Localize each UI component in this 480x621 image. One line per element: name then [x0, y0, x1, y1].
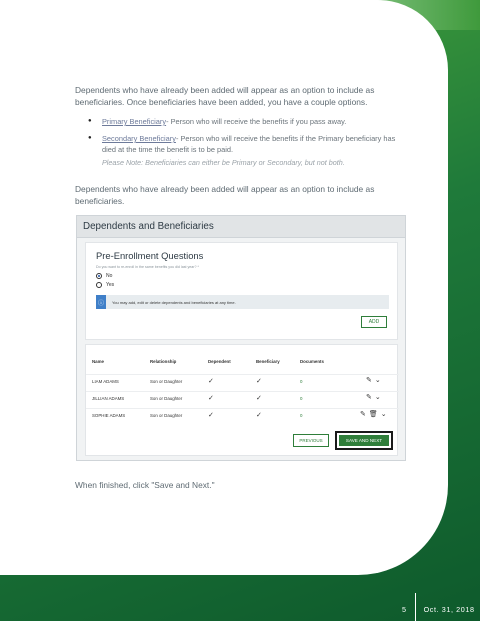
table-header — [86, 355, 399, 369]
dependent-check-icon: ✓ — [208, 378, 214, 385]
bullet-secondary — [88, 133, 408, 155]
chevron-down-icon[interactable]: ⌄ — [374, 377, 381, 384]
previous-button[interactable]: PREVIOUS — [293, 434, 329, 447]
info-icon: ⓘ — [96, 295, 106, 309]
dependents-table — [85, 344, 398, 456]
documents-count[interactable]: 0 — [300, 379, 303, 384]
enrollment-screenshot — [76, 215, 406, 461]
radio-no[interactable] — [96, 273, 112, 279]
intro-paragraph-2: Dependents who have already been added will appear as an option to include as beneficiaries. — [75, 184, 375, 206]
row-actions — [366, 376, 381, 384]
col-name: Name — [92, 359, 104, 364]
page-footer — [402, 593, 475, 621]
row-actions — [366, 393, 381, 401]
radio-no-dot[interactable] — [96, 273, 102, 279]
edit-pencil-icon[interactable]: ✎ — [366, 377, 372, 384]
secondary-beneficiary-text: - Person who will receive the benefits if the Primary beneficiary has died at the time the benefit is to be paid. — [102, 134, 396, 154]
beneficiary-types-list — [88, 116, 408, 161]
bullet-primary — [88, 116, 408, 127]
beneficiary-check-icon: ✓ — [256, 395, 262, 402]
save-and-next-button[interactable]: SAVE AND NEXT — [339, 435, 389, 446]
col-documents: Documents — [300, 359, 324, 364]
screenshot-header: Dependents and Beneficiaries — [77, 216, 405, 238]
primary-beneficiary-text: - Person who will receive the benefits if you pass away. — [166, 117, 347, 126]
radio-yes[interactable] — [96, 282, 114, 288]
table-row[interactable] — [86, 391, 399, 405]
table-row[interactable] — [86, 408, 399, 422]
chevron-down-icon[interactable]: ⌄ — [380, 411, 387, 418]
intro-paragraph: Dependents who have already been added will appear as an option to include as beneficiaries. Once beneficiaries have been added, you have a couple options. — [75, 85, 375, 107]
col-relationship: Relationship — [150, 359, 177, 364]
info-banner — [96, 295, 389, 309]
row-relationship: Son or Daughter — [150, 379, 183, 384]
info-text: You may add, edit or delete dependents and beneficiaries at any time. — [112, 299, 236, 305]
secondary-beneficiary-term: Secondary Beneficiary — [102, 134, 176, 143]
row-relationship: Son or Daughter — [150, 396, 183, 401]
table-row[interactable] — [86, 374, 399, 388]
pre-enrollment-question: Do you want to re-enroll in the same benefits you did last year? * — [96, 265, 199, 269]
footer-divider — [415, 593, 416, 621]
add-button[interactable]: ADD — [361, 316, 387, 328]
edit-pencil-icon[interactable]: ✎ — [366, 394, 372, 401]
footer-date: Oct. 31, 2018 — [423, 604, 475, 614]
pre-enrollment-card — [85, 242, 398, 340]
row-actions — [360, 410, 387, 418]
row-name: JILLIAN ADAMS — [92, 396, 125, 401]
col-beneficiary: Beneficiary — [256, 359, 280, 364]
page-number: 5 — [402, 604, 407, 614]
row-name: SOPHIE ADAMS — [92, 413, 126, 418]
chevron-down-icon[interactable]: ⌄ — [374, 394, 381, 401]
row-relationship: Son or Daughter — [150, 413, 183, 418]
row-name: LIAM ADAMS — [92, 379, 119, 384]
beneficiary-check-icon: ✓ — [256, 412, 262, 419]
dependent-check-icon: ✓ — [208, 395, 214, 402]
documents-count[interactable]: 0 — [300, 396, 303, 401]
dependent-check-icon: ✓ — [208, 412, 214, 419]
radio-no-label: No — [106, 273, 113, 279]
col-dependent: Dependent — [208, 359, 231, 364]
beneficiary-check-icon: ✓ — [256, 378, 262, 385]
documents-count[interactable]: 0 — [300, 413, 303, 418]
finish-instruction: When finished, click "Save and Next." — [75, 480, 215, 490]
edit-pencil-icon[interactable]: ✎ — [360, 411, 366, 418]
save-and-next-highlight — [335, 431, 393, 450]
note-text: Please Note: Beneficiaries can either be Primary or Secondary, but not both. — [102, 158, 345, 167]
pre-enrollment-title: Pre-Enrollment Questions — [96, 250, 204, 261]
trash-icon[interactable]: 🗑 — [368, 411, 378, 418]
primary-beneficiary-term: Primary Beneficiary — [102, 117, 167, 126]
radio-yes-dot[interactable] — [96, 282, 102, 288]
radio-yes-label: Yes — [106, 282, 115, 288]
